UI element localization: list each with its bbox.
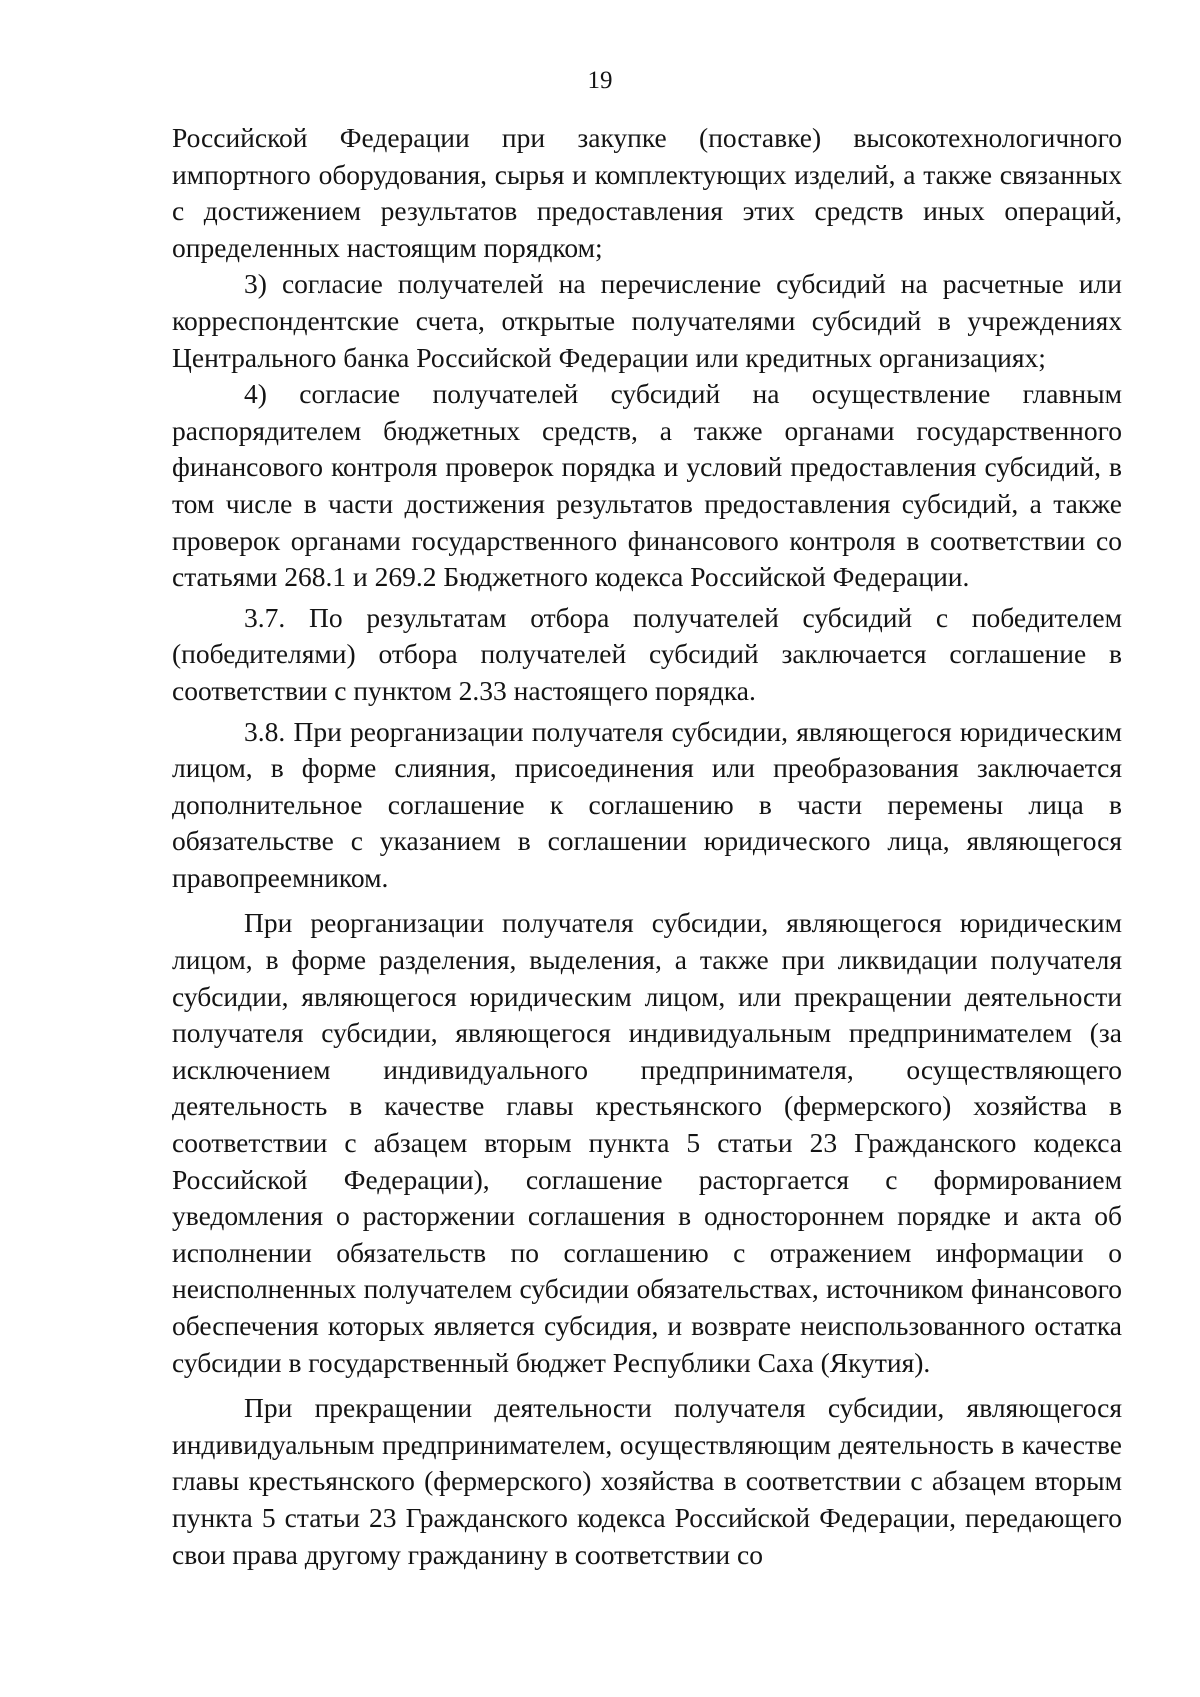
paragraph-item-4: 4) согласие получателей субсидий на осуществление главным распорядителем бюджетных средств, а также органами государственного финансового контроля проверок порядка и условий предоставления субсидий, в том числе в части достижения результатов предоставления субсидий, а также проверок органами государственного финансового контроля в соответствии со статьями 268.1 и 269.2 Бюджетного кодекса Российской Федерации. <box>172 378 1122 593</box>
document-body <box>172 120 1122 1573</box>
paragraph-termination: При прекращении деятельности получателя субсидии, являющегося индивидуальным предпринимателем, осуществляющим деятельность в качестве главы крестьянского (фермерского) хозяйства в соответствии с абзацем вторым пункта 5 статьи 23 Гражданского кодекса Российской Федерации, передающего свои права другому гражданину в соответствии со <box>172 1392 1122 1570</box>
paragraph-clause-3-7: 3.7. По результатам отбора получателей субсидий с победителем (победителями) отбора получателей субсидий заключается соглашение в соответствии с пунктом 2.33 настоящего порядка. <box>172 601 1122 706</box>
paragraph-clause-3-8: 3.8. При реорганизации получателя субсидии, являющегося юридическим лицом, в форме слияния, присоединения или преобразования заключается дополнительное соглашение к соглашению в части перемены лица в обязательстве с указанием в соглашении юридического лица, являющегося правопреемником. <box>172 715 1122 893</box>
paragraph-item-3: 3) согласие получателей на перечисление субсидий на расчетные или корреспондентские счета, открытые получателями субсидий в учреждениях Центрального банка Российской Федерации или кредитных организациях; <box>172 268 1122 373</box>
page-number: 19 <box>587 67 613 94</box>
paragraph-reorganization: При реорганизации получателя субсидии, являющегося юридическим лицом, в форме разделения, выделения, а также при ликвидации получателя субсидии, являющегося юридическим лицом, или прекращении деятельности получателя субсидии, являющегося индивидуальным предпринимателем (за исключением индивидуального предпринимателя, осуществляющего деятельность в качестве главы крестьянского (фермерского) хозяйства в соответствии с абзацем вторым пункта 5 статьи 23 Гражданского кодекса Российской Федерации), соглашение расторгается с формированием уведомления о расторжении соглашения в одностороннем порядке и акта об исполнении обязательств по соглашению с отражением информации о неисполненных получателем субсидии обязательствах, источником финансового обеспечения которых является субсидия, и возврате неиспользованного остатка субсидии в государственный бюджет Республики Саха (Якутия). <box>172 907 1122 1378</box>
paragraph-continuation: Российской Федерации при закупке (поставке) высокотехнологичного импортного оборудования, сырья и комплектующих изделий, а также связанных с достижением результатов предоставления этих средств иных операций, определенных настоящим порядком; <box>172 122 1122 263</box>
